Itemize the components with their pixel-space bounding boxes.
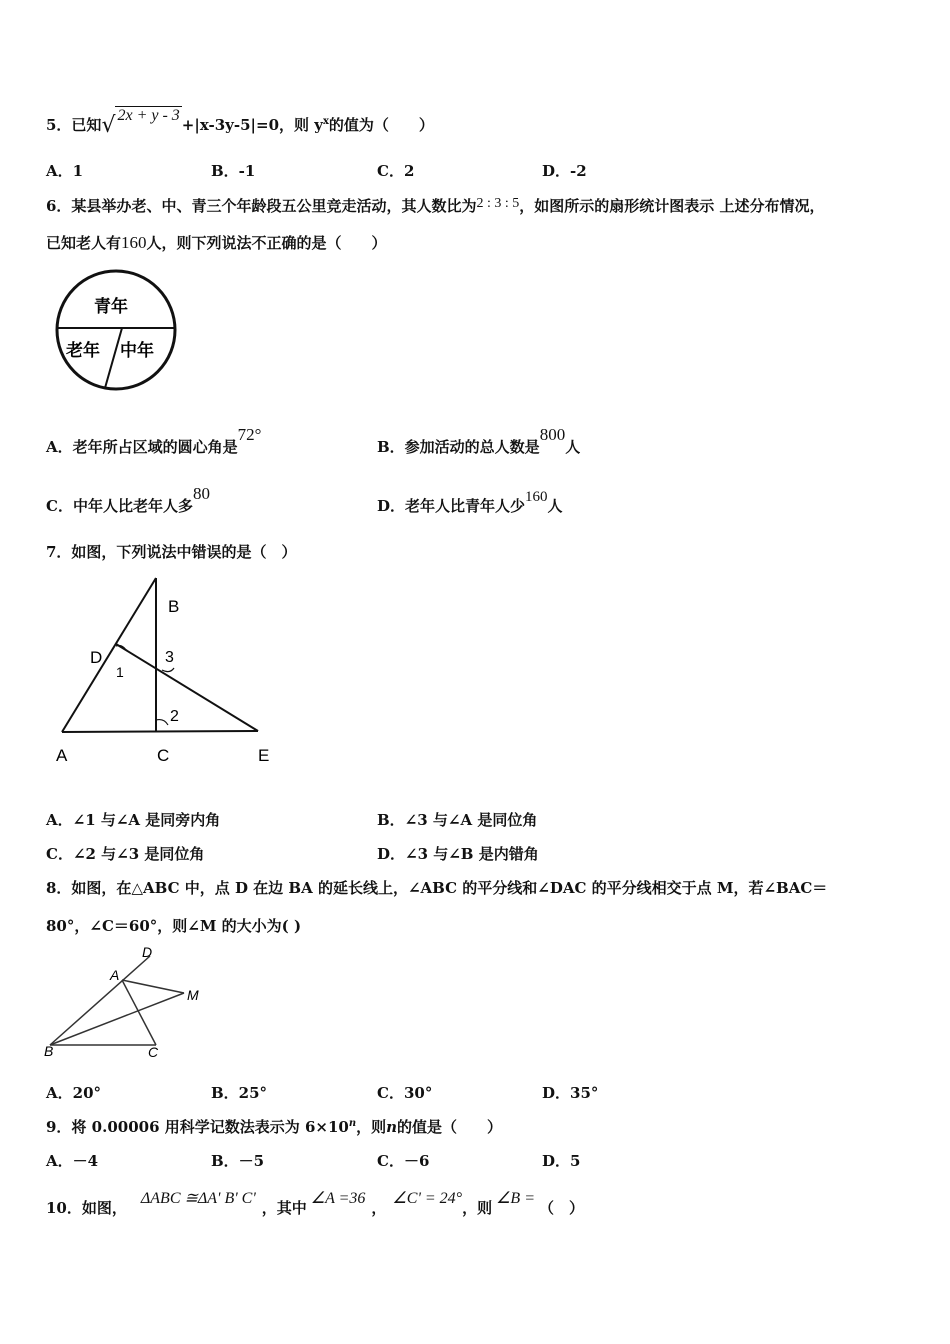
q10-angle-a: ∠A =36 — [310, 1190, 366, 1207]
q6-stem-line1 — [46, 196, 824, 218]
q6-option-a-value: 72° — [237, 425, 262, 444]
q8-option-b[interactable]: B．25° — [211, 1084, 268, 1102]
q7-line-AE — [62, 731, 258, 732]
q8-figure — [44, 942, 210, 1062]
q6-option-d-unit: 人 — [547, 497, 563, 515]
q7-label-C: C — [157, 746, 170, 765]
q5-exponent: x — [322, 116, 329, 127]
q9-option-d[interactable]: D．5 — [542, 1152, 581, 1170]
q9-exponent: n — [348, 1118, 357, 1129]
q9-variable-n: n — [386, 1118, 398, 1136]
q7-angle-3-arc — [162, 668, 174, 672]
q7-line-AB — [62, 578, 156, 732]
q5-abs-part: +|x-3y-5|=0，则 y — [181, 116, 323, 134]
q6-option-a[interactable] — [46, 425, 262, 457]
sqrt-sign: √ — [101, 113, 116, 138]
q6-stem-line2 — [46, 233, 387, 253]
q7-angle-2-arc — [156, 720, 168, 725]
q8-line-AC — [122, 980, 156, 1045]
q7-label-3: 3 — [165, 649, 174, 666]
q7-figure — [46, 570, 286, 775]
q9-text-2: ，则 — [356, 1118, 387, 1136]
q8-label-B: B — [44, 1043, 54, 1059]
q5-ask: 的值为（ ） — [328, 116, 434, 134]
q7-option-b[interactable]: B．∠3 与∠A 是同位角 — [377, 811, 538, 829]
q6-text-3: 已知老人有 — [46, 234, 122, 252]
q5-option-d[interactable]: D．-2 — [542, 162, 587, 180]
q6-pie-chart — [50, 268, 182, 394]
q8-label-A: A — [110, 967, 120, 983]
q6-option-c-text: C．中年人比老年人多 — [46, 497, 193, 515]
q6-ratio: 2 : 3 : 5 — [476, 196, 520, 211]
pie-outline — [57, 271, 175, 389]
q9-text-1: 9．将 0.00006 用科学记数法表示为 6×10 — [46, 1118, 349, 1136]
pie-label-middle: 中年 — [120, 341, 154, 360]
pie-label-youth: 青年 — [94, 297, 128, 316]
q6-option-d-value: 160 — [525, 489, 548, 505]
q8-option-d[interactable]: D．35° — [542, 1084, 599, 1102]
q6-text-2: ，如图所示的扇形统计图表示 上述分布情况， — [519, 197, 825, 215]
q6-option-d-text: D．老年人比青年人少 — [377, 497, 526, 515]
q10-text-2: ，其中 — [261, 1199, 307, 1217]
q6-option-b-value: 800 — [539, 425, 566, 444]
q8-option-c[interactable]: C．30° — [377, 1084, 433, 1102]
q6-option-b-unit: 人 — [565, 438, 581, 456]
q6-text-4: 人，则下列说法不正确的是（ ） — [146, 234, 387, 252]
q5-option-a[interactable]: A．1 — [46, 162, 84, 180]
q8-line-AM — [122, 980, 184, 993]
q5-option-b[interactable]: B．-1 — [211, 162, 256, 180]
q7-label-2: 2 — [170, 708, 179, 725]
q7-label-1: 1 — [116, 664, 124, 680]
q6-option-c-value: 80 — [192, 484, 210, 503]
q6-option-b[interactable] — [377, 425, 581, 457]
q8-option-a[interactable]: A．20° — [46, 1084, 102, 1102]
q5-option-c[interactable]: C．2 — [377, 162, 415, 180]
q7-label-E: E — [258, 746, 270, 765]
q8-line-BD — [50, 956, 150, 1045]
q10-congruence: ΔABC ≅ΔA' B' C' — [140, 1190, 256, 1207]
q7-label-D: D — [90, 648, 103, 667]
q5-number: 5．已知 — [46, 116, 102, 134]
q8-label-M: M — [187, 987, 199, 1003]
q10-angle-c: ∠C' = 24° — [392, 1190, 463, 1207]
q8-line-BM — [50, 993, 184, 1045]
q10-text-5: （ ） — [539, 1199, 585, 1217]
q7-label-B: B — [168, 597, 180, 616]
q5-radicand: 2x + y - 3 — [117, 107, 180, 124]
q7-option-d[interactable]: D．∠3 与∠B 是内错角 — [377, 845, 539, 863]
q8-label-C: C — [148, 1044, 159, 1060]
q8-label-D: D — [142, 944, 153, 960]
q6-option-b-text: B．参加活动的总人数是 — [377, 438, 540, 456]
q8-stem-line2: 80°，∠C＝60°，则∠M 的大小为( ) — [46, 917, 302, 935]
q6-option-c[interactable] — [46, 484, 210, 516]
q7-option-a[interactable]: A．∠1 与∠A 是同旁内角 — [46, 811, 221, 829]
q10-stem — [46, 1190, 585, 1219]
pie-label-old: 老年 — [66, 341, 100, 360]
q9-text-3: 的值是（ ） — [397, 1118, 503, 1136]
q7-label-A: A — [56, 746, 68, 765]
q10-text-1: 10．如图， — [46, 1199, 127, 1217]
q8-stem-line1: 8．如图，在△ABC 中，点 D 在边 BA 的延长线上，∠ABC 的平分线和∠DAC 的平分线相交于点 M，若∠BAC＝ — [46, 879, 828, 897]
q10-text-3: ， — [371, 1199, 387, 1217]
q7-option-c[interactable]: C．∠2 与∠3 是同位角 — [46, 845, 205, 863]
q9-option-b[interactable]: B．－5 — [211, 1152, 265, 1170]
q9-option-c[interactable]: C．－6 — [377, 1152, 430, 1170]
q6-old-count: 160 — [121, 233, 147, 252]
q7-stem: 7．如图，下列说法中错误的是（ ） — [46, 543, 297, 561]
q9-stem — [46, 1117, 502, 1140]
q10-angle-b: ∠B = — [496, 1190, 535, 1207]
q9-option-a[interactable]: A．－4 — [46, 1152, 99, 1170]
q6-text-1: 6．某县举办老、中、青三个年龄段五公里竞走活动，其人数比为 — [46, 197, 477, 215]
q6-option-a-text: A．老年所占区域的圆心角是 — [46, 438, 238, 456]
q7-line-DE — [116, 644, 258, 731]
q10-text-4: ，则 — [462, 1199, 493, 1217]
q5-stem — [46, 107, 434, 138]
q6-option-d[interactable] — [377, 489, 563, 517]
